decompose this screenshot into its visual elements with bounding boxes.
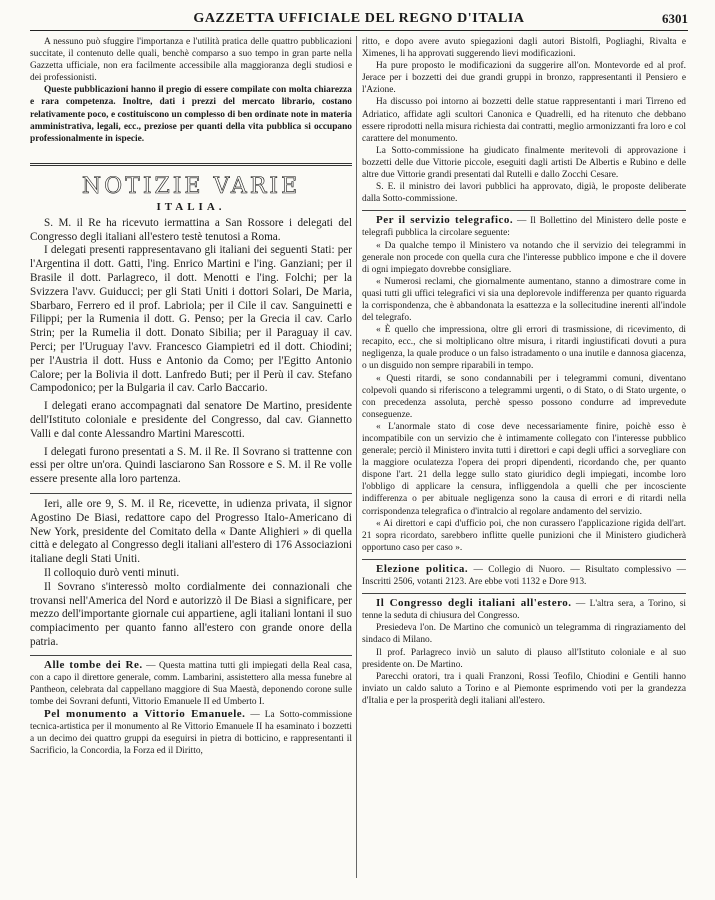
article-paragraph: Ha pure proposto le modificazioni da suggerire all'on. Montevorde ed al prof. Jerace per i bozzetti dei due grandi gruppi in bronzo, rappresentanti il Pensiero e l'Azione. (362, 61, 686, 96)
circular-paragraph: « Questi ritardi, se sono condannabili per i telegrammi comuni, diventano colpevoli quando si riferiscono a telegrammi urgenti, o di Stato, o di Stato urgente, o con precedenza assoluta, perchè spesso possono condurre ad imprevedute conseguenze. (362, 373, 686, 420)
article-paragraph: Il colloquio durò venti minuti. (44, 566, 180, 579)
left-column (30, 36, 352, 890)
intro-paragraph-1: A nessuno può sfuggire l'importanza e l'utilità pratica delle quattro pubblicazioni succitate, il contenuto delle quali, benchè comparso a suo tempo in gran parte nella Gazzetta ufficiale, non era facilmente accessibile alla maggioranza degli studiosi e dei professionisti. (30, 37, 352, 84)
article-divider (362, 210, 686, 211)
article-paragraph: S. M. il Re ha ricevuto iermattina a San Rossore i delegati del Congresso degli italiani all'estero testè tenutosi a Roma. (30, 216, 352, 243)
subsection-title: ITALIA. (156, 200, 226, 213)
article-paragraph: Parecchi oratori, tra i quali Franzoni, Rossi Teofilo, Chiodini e Gentili hanno inviato un caldo saluto a Torino e al Piemonte esprimendo voti per la grandezza d'Italia e per la prosperità degli italiani all'estero. (362, 671, 686, 706)
section-divider (30, 163, 352, 166)
circular-paragraph: « Numerosi reclami, che giornalmente aumentano, stanno a dimostrare come in quasi tutti gli uffici telegrafici vi sia una deplorevole indifferenza per quanto riguarda la corrispondenza, che è abbandonata la esattezza e la sollecitudine inerenti all'indole del telegrafo. (362, 276, 686, 324)
news-item (362, 214, 686, 239)
article-paragraph: I delegati erano accompagnati dal senatore De Martino, presidente dell'Istituto coloniale e presidente del Congresso, dal cav. Giannetto Valli e dal conte Alessandro Martini Marescotti. (30, 400, 352, 440)
continued-paragraph: ritto, e dopo avere avuto spiegazioni dagli autori Bistolfi, Pogliaghi, Rivalta e Ximenes, li ha approvati suggerendo lievi modificazioni. (362, 37, 686, 60)
circular-paragraph: « L'anormale stato di cose deve necessariamente finire, poichè esso è incompatibile con un servizio che è intimamente collegato con l'interesse pubblico generale; perciò il Ministero invita tutti i direttori e capi degli uffici a sorvegliare con la maggiore oculatezza l'opera dei propri dipendenti, ricordando che, per quanto dispone l'art. 21 della legge sullo stato giuridico degli impiegati, incombe loro l'obbligo di applicare la censura, infliggendola a quelli che per incosciente indifferenza o per abituale negligenza sono la causa di errori e di ritardi nella corrispondenza telegrafica o d'intralcio al regolare andamento del servizio. (362, 421, 686, 517)
section-title: NOTIZIE VARIE (81, 173, 301, 199)
news-body: — Il Bollettino del Ministero delle poste e telegrafi pubblica la circolare seguente: (362, 216, 686, 239)
article-paragraph: Il prof. Parlagreco inviò un saluto di plauso all'Istituto coloniale e al suo presidente on. De Martino. (362, 647, 686, 670)
article-paragraph: Ieri, alle ore 9, S. M. il Re, ricevette, in udienza privata, il signor Agostino De Biasi, redattore capo del Progresso Italo-Americano di New York, presidente del Comitato della « Dante Alighieri » di quella città e delegato al Congresso degli italiani all'estero di 176 Associazioni italiane degli Stati Uniti. (30, 497, 352, 566)
news-item (362, 597, 686, 622)
news-item (362, 563, 686, 588)
article-divider (362, 559, 686, 560)
news-body: — Collegio di Nuoro. — Risultato complessivo — Inscritti 2506, votanti 2123. Are ebbe voti 1132 e Dore 913. (362, 564, 686, 588)
news-headline: Alle tombe dei Re. (44, 658, 143, 671)
article-divider (30, 655, 352, 656)
news-body: — Questa mattina tutti gli impiegati della Real casa, con a capo il direttore generale, comm. Lambarini, assistettero alla messa funebre al Pantheon, celebrata dal cappellano maggiore di Sua Maestà, deponendo corone sulle tombe dei Sovrani defunti, Vittorio Emanuele II ed Umberto I. (30, 660, 352, 708)
article-paragraph: I delegati presenti rappresentavano gli italiani dei seguenti Stati: per l'Argentina il dott. Gatti, l'ing. Enrico Martini e l'ing. Ganziani; per il Brasile il dott. Parlagreco, il dott. Menotti e l'ing. Folchi; per la Svizzera l'avv. Guiducci; per gli Stati Uniti i dottori Solari, De Maria, Sbarbaro, Ferrero ed il prof. Labriola; per il Cile il cav. Sanguinetti e Filippi; per la Rumenia il dott. G. Penso; per la Grecia il cav. Carlo Strin; per la Rumelia il dott. Donato Sibilia; per il Paraguay il cav. Perci; per l'Uruguay l'avv. Francesco Giampietri ed il dott. Chiodini; per l'Austria il dott. Huss e Antonio da Como; per l'Egitto Antonio Calore; per la Bolivia il dott. Lanfredo Buti; per il Perù il cav. Stefano Campodonico; per la Bulgaria il cav. Carlo Baccario. (30, 244, 352, 395)
article-paragraph: S. E. il ministro dei lavori pubblici ha approvato, digià, le proposte deliberate dalla Sotto-commissione. (362, 182, 686, 205)
article-divider (362, 593, 686, 594)
article-divider (30, 493, 352, 494)
intro-paragraph-2: Queste pubblicazioni hanno il pregio di essere compilate con molta chiarezza e rara competenza. Inoltre, dati i prezzi del mercato librario, costano relativamente poco, e costituiscono un complesso di ben ordinate note in materia amministrativa, legali, ecc., preziose per quanti della vita pubblica si occupano professionalmente in ispecie. (30, 85, 352, 144)
article-paragraph: Presiedeva l'on. De Martino che comunicò un telegramma di ringraziamento del sindaco di Milano. (362, 623, 686, 646)
circular-paragraph: « Ai direttori e capi d'ufficio poi, che non curassero l'applicazione rigida dell'art. 21 sopra ricordato, sarebbero inflitte quelle punizioni che il Ministero giudicherà opportuno caso per caso ». (362, 518, 686, 553)
column-divider (356, 36, 357, 878)
article-paragraph: La Sotto-commissione ha giudicato finalmente meritevoli di approvazione i bozzetti delle due Vittorie piccole, eseguiti dagli artisti De Albertis e Rubino e delle altre due Vittorie grandi presentati dal Rutelli e dallo Zocchi Cesare. (362, 145, 686, 181)
news-headline: Il Congresso degli italiani all'estero. (376, 597, 572, 610)
news-headline: Elezione politica. (376, 562, 469, 575)
news-body: — La Sotto-commissione tecnica-artistica per il monumento al Re Vittorio Emanuele II ha esaminato i bozzetti a un decimo dei quattro gruppi da eseguirsi in pietra di botticino, e rappresentanti il Sacrificio, la Concordia, la Forza ed il Diritto, (30, 710, 352, 757)
right-column (362, 36, 686, 890)
article-paragraph: I delegati furono presentati a S. M. il Re. Il Sovrano si trattenne con essi per oltre un'ora. Quindi lasciarono San Rossore e S. M. il Re volle essere presente alla loro partenza. (30, 445, 352, 486)
circular-paragraph: « Da qualche tempo il Ministero va notando che il servizio dei telegrammi in generale non procede con quella cura che l'interesse pubblico impone e che il dovere di ogni impiegato dovrebbe consigliare. (362, 240, 686, 275)
news-body: — L'altra sera, a Torino, si tenne la seduta di chiusura del Congresso. (362, 599, 686, 622)
news-headline: Pel monumento a Vittorio Emanuele. (44, 708, 246, 721)
page-header (30, 10, 688, 31)
news-headline: Per il servizio telegrafico. (376, 214, 514, 227)
circular-paragraph: « È quello che impressiona, oltre gli errori di trasmissione, di ricevimento, di recapito, ecc., che si moltiplicano oltre misura, i ritardi ingiustificati dovuti a pura negligenza, la quale produce o un falso istradamento o una inutile e dannosa giacenza, o un disguido non sempre riparabili in tempo. (362, 325, 686, 372)
news-item (30, 659, 352, 708)
news-item (30, 708, 352, 757)
article-paragraph: Il Sovrano s'interessò molto cordialmente dei connazionali che trovansi nell'America del Nord e autorizzò il De Biasi a significare, per mezzo dell'importante giornale cui appartiene, agli italiani lontani il suo compiacimento per quanto fanno all'estero con grande onore della patria. (30, 580, 352, 648)
page-number: 6301 (662, 11, 688, 26)
article-paragraph: Ha discusso poi intorno ai bozzetti delle statue rappresentanti i mari Tirreno ed Adriatico, affidate agli scultori Canonica e Quadrelli, ed ha ritenuto che debbano essere riprodotti nella misura richiesta dai contratti, meglio armonizzanti fra loro e col carattere del monumento. (362, 97, 686, 144)
newspaper-title: GAZZETTA UFFICIALE DEL REGNO D'ITALIA (193, 11, 525, 26)
